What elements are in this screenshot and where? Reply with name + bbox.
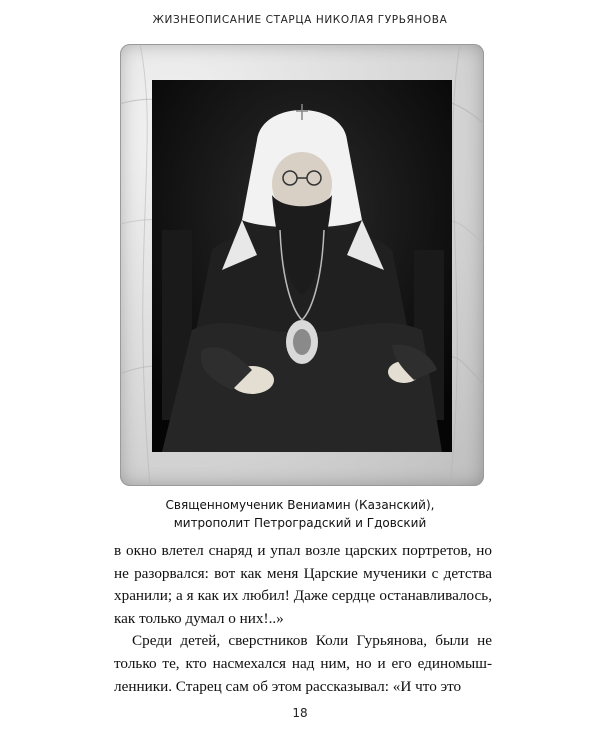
running-title: ЖИЗНЕОПИСАНИЕ СТАРЦА НИКОЛАЯ ГУРЬЯНОВА — [152, 14, 448, 26]
paragraph-2: Среди детей, сверстников Коли Гурьянова, были не только те, кто насмехался над ним, но и его единомышленники. Старец сам об этом рассказывал: «И что это — [114, 632, 492, 695]
caption-line-2: митрополит Петроградский и Гдовский — [173, 516, 427, 530]
portrait-photo — [152, 80, 452, 452]
photo-frame — [120, 44, 484, 486]
body-text — [114, 540, 492, 698]
figure-caption — [0, 496, 600, 532]
paragraph-1: в окно влетел снаряд и упал возле царских портретов, но не разорвался: вот как меня Царские мученики с детства хранили; а я как их любил! Даже сердце останавливалось, как только думал о них!..» — [114, 542, 492, 627]
page-number: 18 — [292, 706, 308, 720]
caption-line-1: Священномученик Вениамин (Казанский), — [165, 498, 435, 512]
metropolitan-portrait-illustration — [152, 80, 452, 452]
